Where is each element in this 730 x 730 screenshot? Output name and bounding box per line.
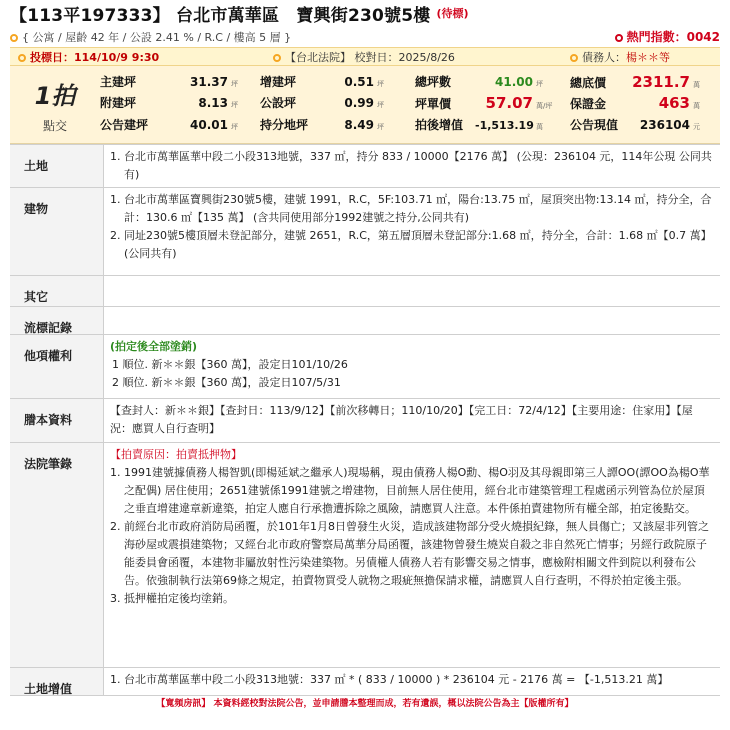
row-content: [104, 443, 720, 667]
list-item: 2. 前經台北市政府消防局函覆，於101年1月8日曾發生火災，造成該建物部分受火燒損紀錄，無人員傷亡；又該屋非列管之海砂屋或震損建築物；又經台北市政府警察局萬華分局函覆，該建物曾發生燒炭自殺之非自然死亡情事；另經行政院原子能委員會函覆，本建物非屬放射性污染建築物。另債權人債務人若有影響交易之情事，應檢附相關文件到院以利發布公告。依強制執行法第69條之規定，拍賣物買受人就物之瑕疵無擔保請求權，請應買人自行查明，不得於拍定後主張。: [110, 520, 709, 587]
row-label: 其它: [10, 276, 104, 306]
row-court-notes: [10, 443, 720, 668]
court-info: 【台北法院】 校對日：2025/8/26: [215, 49, 570, 65]
row-land: [10, 145, 720, 188]
delivery-type: 點交: [42, 118, 67, 133]
row-label: 土地增值: [10, 668, 104, 695]
list-item: 2. 同址230號5樓頂層未登記部分，建號 2651，R.C，第五層頂層未登記部分:1.68 ㎡，持分全，合計：1.68 ㎡【0.7 萬】 (公同共有): [110, 229, 712, 260]
stat-land-ping: 持分地坪 8.49 坪: [260, 118, 384, 133]
row-content: [104, 188, 720, 275]
property-summary-bar: [0, 26, 730, 47]
list-item: 3. 抵押權拍定後均塗銷。: [110, 592, 234, 605]
debtor-info: 債務人：楊＊＊等: [570, 49, 720, 65]
row-label: 土地: [10, 145, 104, 187]
auction-date: 投標日：114/10/9 9:30: [10, 49, 215, 65]
stat-base-price: 總底價 2311.7 萬: [570, 72, 700, 91]
registry-text: 【查封人：新＊＊銀】【查封日：113/9/12】【前次移轉日；110/10/20】【完工日：72/4/12】【主要用途：住家用】【屋況：應買人自行查明】: [110, 404, 693, 435]
row-content: [104, 668, 720, 695]
stat-common-ping: 公設坪 0.99 坪: [260, 96, 384, 111]
stat-main-ping: 主建坪 31.37 坪: [100, 74, 238, 89]
auction-round: [10, 66, 100, 143]
copyright-footer: 【寬頻房訊】 本資料經校對法院公告，並申請謄本整理而成，若有遺誤，概以法院公告為主【版權所有】: [156, 699, 574, 709]
list-item: 1. 台北市萬華區寶興街230號5樓，建號 1991，R.C，5F:103.71 ㎡，陽台:13.75 ㎡，屋頂突出物:13.14 ㎡，持分全，合計：130.6 ㎡【135 萬】 (含共同使用部分1992建號之持分,公同共有): [110, 193, 712, 224]
page-title: 【113平197333】 台北市萬華區 寶興街230號5樓: [10, 5, 431, 26]
stat-public-build: 公告建坪 40.01 坪: [100, 118, 238, 133]
auction-round-number: 1拍: [34, 81, 76, 110]
property-summary: { 公寓 / 屋齡 42 年 / 公設 2.41 % / R.C / 樓高 5 層 }: [10, 29, 291, 45]
row-content: [104, 399, 720, 442]
page-header: [0, 0, 730, 26]
stats-panel: [10, 66, 720, 144]
row-other: [10, 276, 720, 307]
detail-table: [10, 144, 720, 696]
bullet-icon: [273, 54, 281, 62]
bullet-icon: [615, 34, 623, 42]
row-content: [104, 276, 720, 306]
stat-land-tax: 拍後增值 -1,513.19 萬: [415, 118, 543, 133]
list-item: 1 順位. 新＊＊銀【360 萬】，設定日101/10/26: [112, 358, 348, 371]
stat-attached-ping: 附建坪 8.13 坪: [100, 96, 238, 111]
row-label: 謄本資料: [10, 399, 104, 442]
bullet-icon: [10, 34, 18, 42]
bullet-icon: [18, 54, 26, 62]
row-content: [104, 145, 720, 187]
row-history: [10, 307, 720, 335]
row-label: 法院筆錄: [10, 443, 104, 667]
stat-deposit: 保證金 463 萬: [570, 94, 700, 113]
list-item: 1. 台北市萬華區華中段二小段313地號：337 ㎡ * ( 833 / 10000 ) * 236104 元 - 2176 萬 = 【-1,513.21 萬】: [110, 673, 669, 686]
auction-reason: 【拍賣原因：拍賣抵押物】: [110, 448, 242, 461]
status-badge: (待標): [436, 7, 469, 20]
row-content: [104, 307, 720, 334]
row-land-tax: [10, 668, 720, 696]
row-registry: [10, 399, 720, 443]
row-rights: [10, 335, 720, 399]
list-item: 1. 台北市萬華區華中段二小段313地號，337 ㎡，持分 833 / 10000【2176 萬】 (公現：236104 元，114年公現 公同共有): [110, 150, 712, 181]
hot-index: 熱門指數：0042: [615, 28, 720, 45]
bullet-icon: [570, 54, 578, 62]
stat-extra-ping: 增建坪 0.51 坪: [260, 74, 384, 89]
stat-public-value: 公告現值 236104 元: [570, 118, 700, 133]
row-label: 建物: [10, 188, 104, 275]
auction-info-bar: [10, 47, 720, 66]
list-item: 2 順位. 新＊＊銀【360 萬】，設定日107/5/31: [112, 376, 341, 389]
row-content: [104, 335, 720, 398]
list-item: 1. 1991建號據債務人楊智凱(即楊延斌之繼承人)現場稱，現由債務人楊O勳、楊O羽及其母親即第三人譚OO(譚OO為楊O華之配偶) 居住使用；2651建號係1991建號之增建物，目前無人居住使用，經台北市建築管理工程處函示列管為位於屋頂之垂直增建違章新違築，拍定人應自行承擔遭拆除之風險，請應買人注意。本件係拍賣建物所有權全部，拍定後點交。: [110, 466, 710, 515]
row-label: 流標記錄: [10, 307, 104, 334]
stat-total-ping: 總坪數 41.00 坪: [415, 74, 543, 89]
stat-unit-price: 坪單價 57.07 萬/坪: [415, 94, 553, 113]
row-building: [10, 188, 720, 276]
row-label: 他項權利: [10, 335, 104, 398]
rights-note: (拍定後全部塗銷): [110, 340, 198, 353]
